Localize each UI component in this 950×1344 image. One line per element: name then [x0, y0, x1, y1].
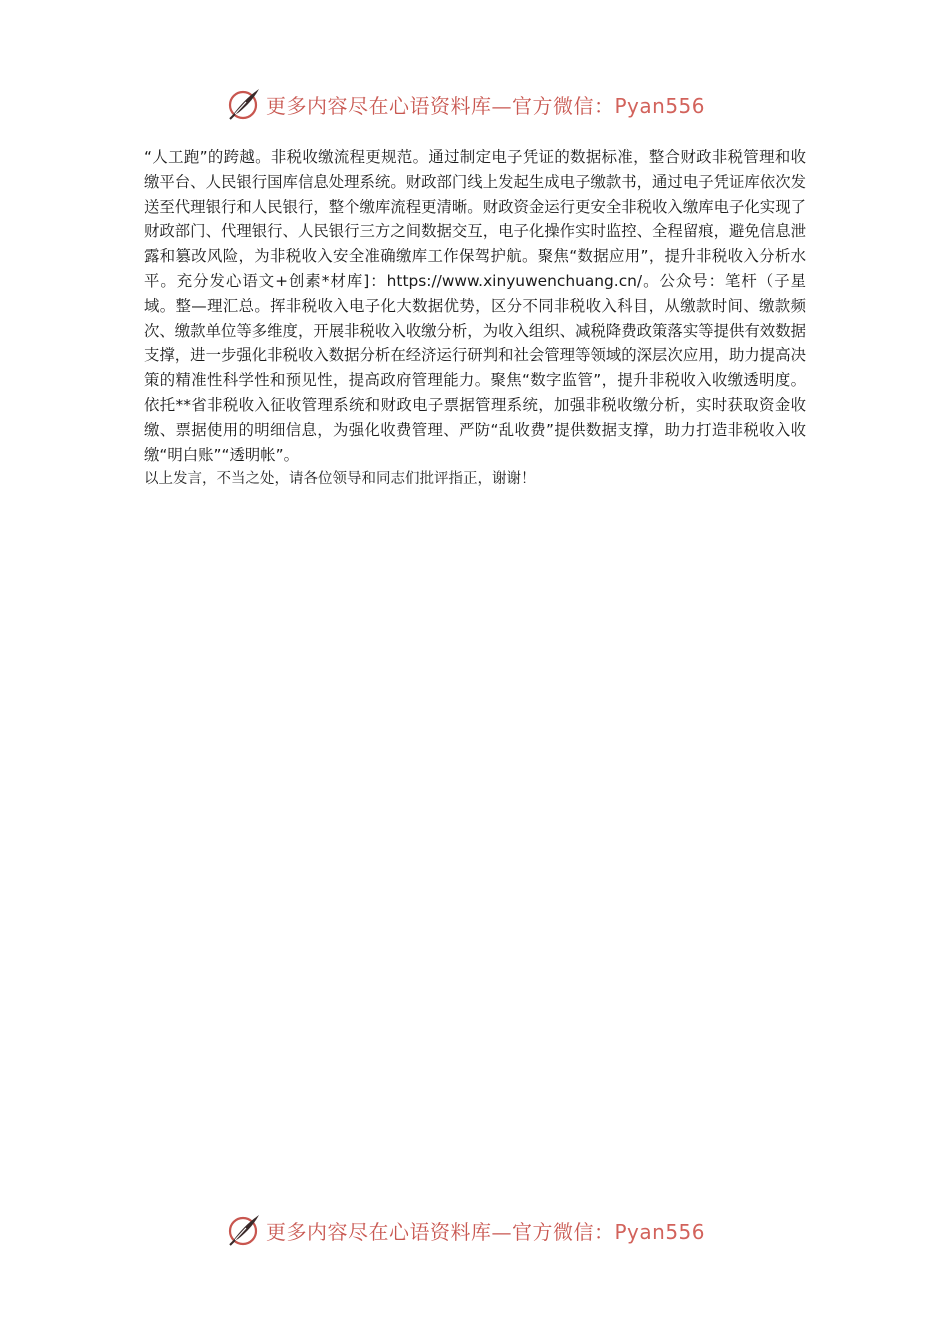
quill-pen-logo-icon: [226, 1212, 262, 1248]
banner-wechat-handle: Pyan556: [614, 1219, 706, 1244]
footer-banner: [226, 1210, 746, 1250]
document-body: [144, 145, 806, 491]
banner-separator: —: [491, 1219, 512, 1244]
quill-pen-logo-icon: [226, 86, 262, 122]
banner-separator: —: [491, 93, 512, 118]
banner-main-text: 更多内容尽在心语资料库: [266, 1219, 492, 1244]
banner-wechat-handle: Pyan556: [614, 93, 706, 118]
header-banner: [226, 84, 746, 124]
banner-main-text: 更多内容尽在心语资料库: [266, 93, 492, 118]
banner-text: [266, 90, 705, 119]
closing-remark: 以上发言，不当之处，请各位领导和同志们批评指正，谢谢！: [144, 471, 536, 488]
banner-wechat-label: 官方微信：: [512, 93, 615, 118]
banner-wechat-label: 官方微信：: [512, 1219, 615, 1244]
body-paragraph: “人工跑”的跨越。非税收缴流程更规范。通过制定电子凭证的数据标准，整合财政非税管理和收缴平台、人民银行国库信息处理系统。财政部门线上发起生成电子缴款书，通过电子凭证库依次发送至代理银行和人民银行，整个缴库流程更清晰。财政资金运行更安全非税收入缴库电子化实现了财政部门、代理银行、人民银行三方之间数据交互，电子化操作实时监控、全程留痕，避免信息泄露和篡改风险，为非税收入安全准确缴库工作保驾护航。聚焦“数据应用”，提升非税收入分析水平。充分发心语文+创素*材库]：https://www.xinyuwenchuang.cn/。公众号：笔杆（子星域。整—理汇总。挥非税收入电子化大数据优势，区分不同非税收入科目，从缴款时间、缴款频次、缴款单位等多维度，开展非税收入收缴分析，为收入组织、减税降费政策落实等提供有效数据支撑，进一步强化非税收入数据分析在经济运行研判和社会管理等领域的深层次应用，助力提高决策的精准性科学性和预见性，提高政府管理能力。聚焦“数字监管”，提升非税收入收缴透明度。依托**省非税收入征收管理系统和财政电子票据管理系统，加强非税收缴分析，实时获取资金收缴、票据使用的明细信息，为强化收费管理、严防“乱收费”提供数据支撑，助力打造非税收入收缴“明白账”“透明帐”。: [144, 148, 806, 464]
banner-text: [266, 1216, 705, 1245]
